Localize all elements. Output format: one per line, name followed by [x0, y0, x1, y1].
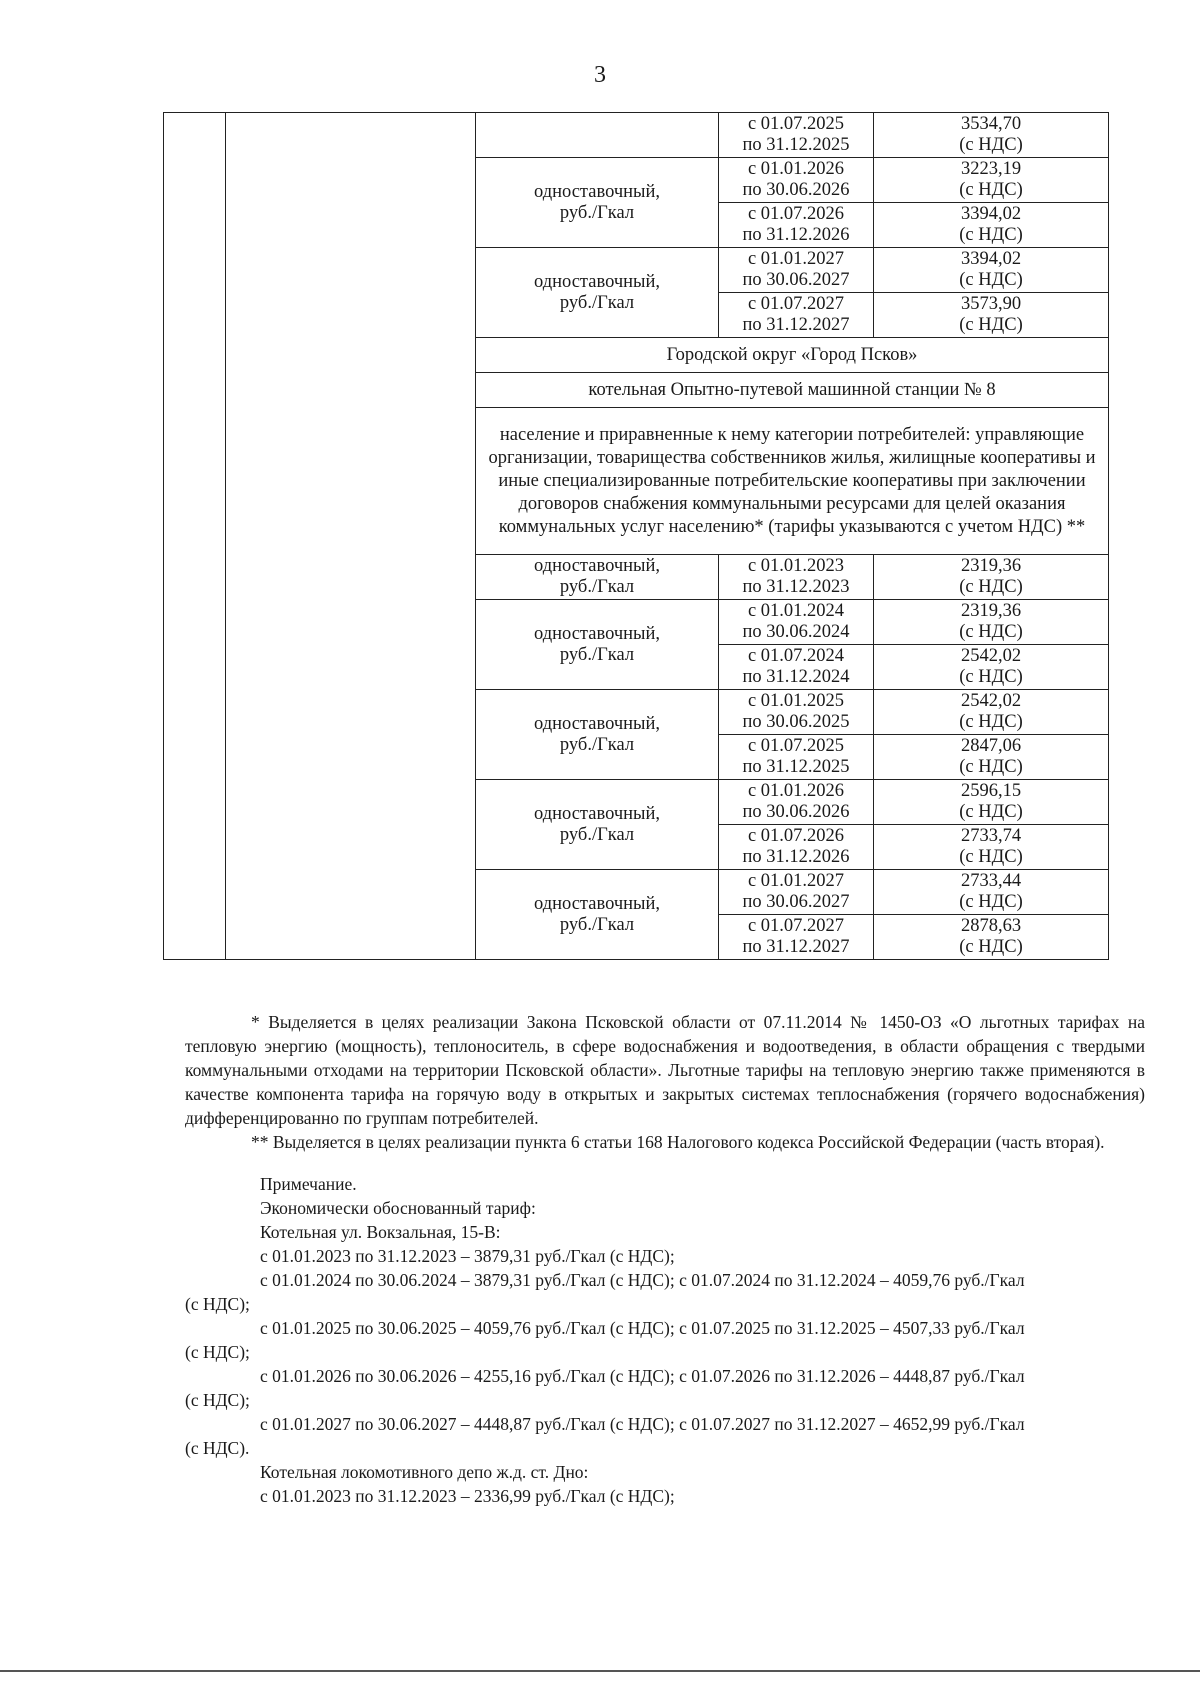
- note-block: [185, 1172, 1145, 1508]
- price-cell: 2319,36 (с НДС): [874, 600, 1109, 645]
- table-row: [164, 113, 1109, 158]
- price-cell: 2319,36 (с НДС): [874, 555, 1109, 600]
- price-cell: 2847,06 (с НДС): [874, 735, 1109, 780]
- type-cell: одноставочный, руб./Гкал: [476, 600, 719, 690]
- type-cell: одноставочный, руб./Гкал: [476, 780, 719, 870]
- period-cell: с 01.01.2026 по 30.06.2026: [719, 780, 874, 825]
- note-line2a: с 01.01.2024 по 30.06.2024 – 3879,31 руб./Гкал (с НДС); с 01.07.2024 по 31.12.2024 – 4059,76 руб./Гкал: [260, 1270, 1025, 1290]
- note-line5b: (с НДС).: [185, 1438, 250, 1458]
- price-cell: 3394,02 (с НДС): [874, 203, 1109, 248]
- period-cell: с 01.07.2025 по 31.12.2025: [719, 735, 874, 780]
- note-boiler1: Котельная ул. Вокзальная, 15-В:: [260, 1222, 501, 1242]
- period-cell: с 01.07.2024 по 31.12.2024: [719, 645, 874, 690]
- type-cell: одноставочный, руб./Гкал: [476, 158, 719, 248]
- period-cell: с 01.01.2023 по 31.12.2023: [719, 555, 874, 600]
- district-header: Городской округ «Город Псков»: [476, 338, 1109, 373]
- type-cell: одноставочный, руб./Гкал: [476, 870, 719, 960]
- price-cell: 3394,02 (с НДС): [874, 248, 1109, 293]
- price-cell: 2733,74 (с НДС): [874, 825, 1109, 870]
- price-cell: 3534,70 (с НДС): [874, 113, 1109, 158]
- blank-col-name: [226, 113, 476, 960]
- period-cell: с 01.07.2027 по 31.12.2027: [719, 915, 874, 960]
- type-cell: одноставочный, руб./Гкал: [476, 690, 719, 780]
- price-cell: 3223,19 (с НДС): [874, 158, 1109, 203]
- note-line5a: с 01.01.2027 по 30.06.2027 – 4448,87 руб./Гкал (с НДС); с 01.07.2027 по 31.12.2027 – 4652,99 руб./Гкал: [260, 1414, 1025, 1434]
- blank-col-number: [164, 113, 226, 960]
- period-cell: с 01.01.2027 по 30.06.2027: [719, 870, 874, 915]
- note-subtitle: Экономически обоснованный тариф:: [260, 1198, 536, 1218]
- price-cell: 2596,15 (с НДС): [874, 780, 1109, 825]
- price-cell: 2733,44 (с НДС): [874, 870, 1109, 915]
- price-cell: 2542,02 (с НДС): [874, 645, 1109, 690]
- note-line4a: с 01.01.2026 по 30.06.2026 – 4255,16 руб./Гкал (с НДС); с 01.07.2026 по 31.12.2026 – 4448,87 руб./Гкал: [260, 1366, 1025, 1386]
- footnote-star1: * Выделяется в целях реализации Закона Псковской области от 07.11.2014 № 1450-ОЗ «О льготных тарифах на тепловую энергию (мощность), теплоноситель, в сфере водоснабжения и водоотведения, в области обращения с твердыми коммунальными отходами на территории Псковской области». Льготные тарифы на тепловую энергию также применяются в качестве компонента тарифа на горячую воду в открытых и закрытых системах теплоснабжения (горячего водоснабжения) дифференцированно по группам потребителей.: [185, 1012, 1145, 1128]
- consumer-category: население и приравненные к нему категории потребителей: управляющие организации, товарищества собственников жилья, жилищные кооперативы и иные специализированные потребительские кооперативы при заключении договоров снабжения коммунальными ресурсами для целей оказания коммунальных услуг населению* (тарифы указываются с учетом НДС) **: [476, 408, 1109, 555]
- page-bottom-rule: [0, 1670, 1200, 1672]
- price-cell: 2542,02 (с НДС): [874, 690, 1109, 735]
- note-line4b: (с НДС);: [185, 1390, 250, 1410]
- page-number: 3: [594, 62, 606, 88]
- note-boiler2: Котельная локомотивного депо ж.д. ст. Дно:: [260, 1462, 589, 1482]
- footnote-star2: ** Выделяется в целях реализации пункта 6 статьи 168 Налогового кодекса Российской Федерации (часть вторая).: [251, 1132, 1105, 1152]
- period-cell: с 01.01.2026 по 30.06.2026: [719, 158, 874, 203]
- period-cell: с 01.01.2025 по 30.06.2025: [719, 690, 874, 735]
- price-cell: 2878,63 (с НДС): [874, 915, 1109, 960]
- period-cell: с 01.01.2024 по 30.06.2024: [719, 600, 874, 645]
- period-cell: с 01.07.2026 по 31.12.2026: [719, 825, 874, 870]
- note-line6: с 01.01.2023 по 31.12.2023 – 2336,99 руб./Гкал (с НДС);: [260, 1486, 675, 1506]
- type-cell: одноставочный, руб./Гкал: [476, 555, 719, 600]
- note-line2b: (с НДС);: [185, 1294, 250, 1314]
- price-cell: 3573,90 (с НДС): [874, 293, 1109, 338]
- tariff-table: [163, 112, 1109, 960]
- notes-section: [185, 1010, 1145, 1508]
- type-cell: [476, 113, 719, 158]
- period-cell: с 01.07.2026 по 31.12.2026: [719, 203, 874, 248]
- period-cell: с 01.07.2027 по 31.12.2027: [719, 293, 874, 338]
- note-line1: с 01.01.2023 по 31.12.2023 – 3879,31 руб./Гкал (с НДС);: [260, 1246, 675, 1266]
- note-line3a: с 01.01.2025 по 30.06.2025 – 4059,76 руб./Гкал (с НДС); с 01.07.2025 по 31.12.2025 – 4507,33 руб./Гкал: [260, 1318, 1025, 1338]
- type-cell: одноставочный, руб./Гкал: [476, 248, 719, 338]
- note-line3b: (с НДС);: [185, 1342, 250, 1362]
- note-title: Примечание.: [260, 1174, 357, 1194]
- period-cell: с 01.01.2027 по 30.06.2027: [719, 248, 874, 293]
- boiler-header: котельная Опытно-путевой машинной станции № 8: [476, 373, 1109, 408]
- period-cell: с 01.07.2025 по 31.12.2025: [719, 113, 874, 158]
